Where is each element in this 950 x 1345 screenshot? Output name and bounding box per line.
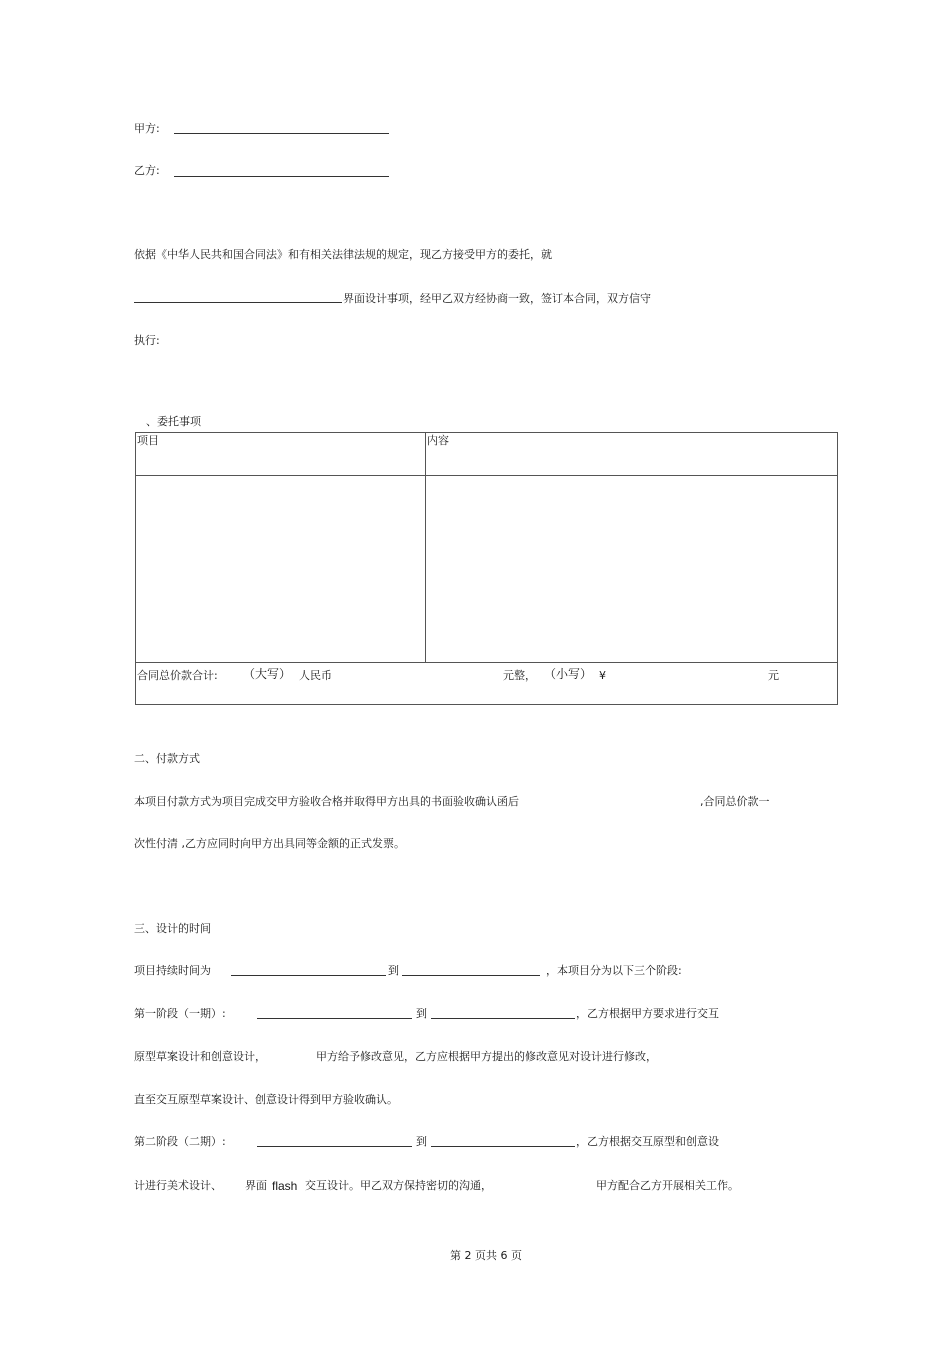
party-a-blank <box>174 133 389 134</box>
commission-table <box>135 432 838 705</box>
phase-2-line-2a: 计进行美术设计、 <box>134 1179 222 1192</box>
phase-1-suffix: ，乙方根据甲方要求进行交互 <box>576 1007 719 1020</box>
phase-1-end-blank <box>431 1018 575 1019</box>
duration-label: 项目持续时间为 <box>134 964 211 977</box>
yuan-label: 元 <box>768 669 779 682</box>
duration-end-blank <box>402 975 540 976</box>
phase-1-label: 第一阶段（一期）: <box>134 1007 226 1020</box>
page-number: 第 2 页共 6 页 <box>450 1249 522 1262</box>
intro-line-2: 界面设计事项，经甲乙双方经协商一致，签订本合同，双方信守 <box>343 292 651 305</box>
intro-line-3: 执行: <box>134 334 160 347</box>
section-2-title: 二、付款方式 <box>134 752 200 765</box>
phase-2-line-2d: 交互设计。甲乙双方保持密切的沟通， <box>305 1179 492 1192</box>
phase-1-line-2a: 原型草案设计和创意设计， <box>134 1050 266 1063</box>
project-name-blank <box>134 302 342 303</box>
intro-line-1: 依据《中华人民共和国合同法》和有相关法律法规的规定，现乙方接受甲方的委托，就 <box>134 248 552 261</box>
payment-line-1b: ,合同总价款一 <box>700 795 770 808</box>
phase-1-line-2b: 甲方给予修改意见，乙方应根据甲方提出的修改意见对设计进行修改， <box>316 1050 657 1063</box>
duration-to: 到 <box>388 964 399 977</box>
phase-1-start-blank <box>257 1018 412 1019</box>
phase-2-suffix: ，乙方根据交互原型和创意设 <box>576 1135 719 1148</box>
phase-2-line-2e: 甲方配合乙方开展相关工作。 <box>596 1179 739 1192</box>
phase-2-start-blank <box>257 1146 412 1147</box>
rmb-label: 人民币 <box>299 669 332 682</box>
col-header-item: 项目 <box>137 434 159 447</box>
phase-1-to: 到 <box>416 1007 427 1020</box>
payment-line-2: 次性付清 ,乙方应同时向甲方出具同等金额的正式发票。 <box>134 837 405 850</box>
table-column-divider <box>425 433 426 662</box>
table-total-divider <box>136 662 837 663</box>
yen-sign: ¥ <box>599 669 606 682</box>
party-b-blank <box>174 176 389 177</box>
lower-case-label: （小写） <box>544 667 593 681</box>
total-label: 合同总价款合计: <box>137 669 218 682</box>
table-header-divider <box>136 475 837 476</box>
phase-2-line-2b: 界面 <box>245 1179 267 1192</box>
payment-line-1a: 本项目付款方式为项目完成交甲方验收合格并取得甲方出具的书面验收确认函后 <box>134 795 519 808</box>
party-a-label: 甲方: <box>134 122 160 135</box>
section-3-title: 三、设计的时间 <box>134 922 211 935</box>
yuan-zheng-label: 元整， <box>503 669 536 682</box>
phase-2-to: 到 <box>416 1135 427 1148</box>
phase-2-end-blank <box>431 1146 575 1147</box>
phase-1-line-3: 直至交互原型草案设计、创意设计得到甲方验收确认。 <box>134 1093 398 1106</box>
party-b-label: 乙方: <box>134 164 160 177</box>
phase-2-label: 第二阶段（二期）: <box>134 1135 226 1148</box>
section-1-title: 、委托事项 <box>146 415 201 428</box>
phase-2-line-2c: flash <box>272 1179 298 1193</box>
duration-start-blank <box>231 975 386 976</box>
col-header-content: 内容 <box>427 434 449 447</box>
duration-suffix: ，本项目分为以下三个阶段: <box>546 964 682 977</box>
upper-case-label: （大写） <box>243 667 292 681</box>
